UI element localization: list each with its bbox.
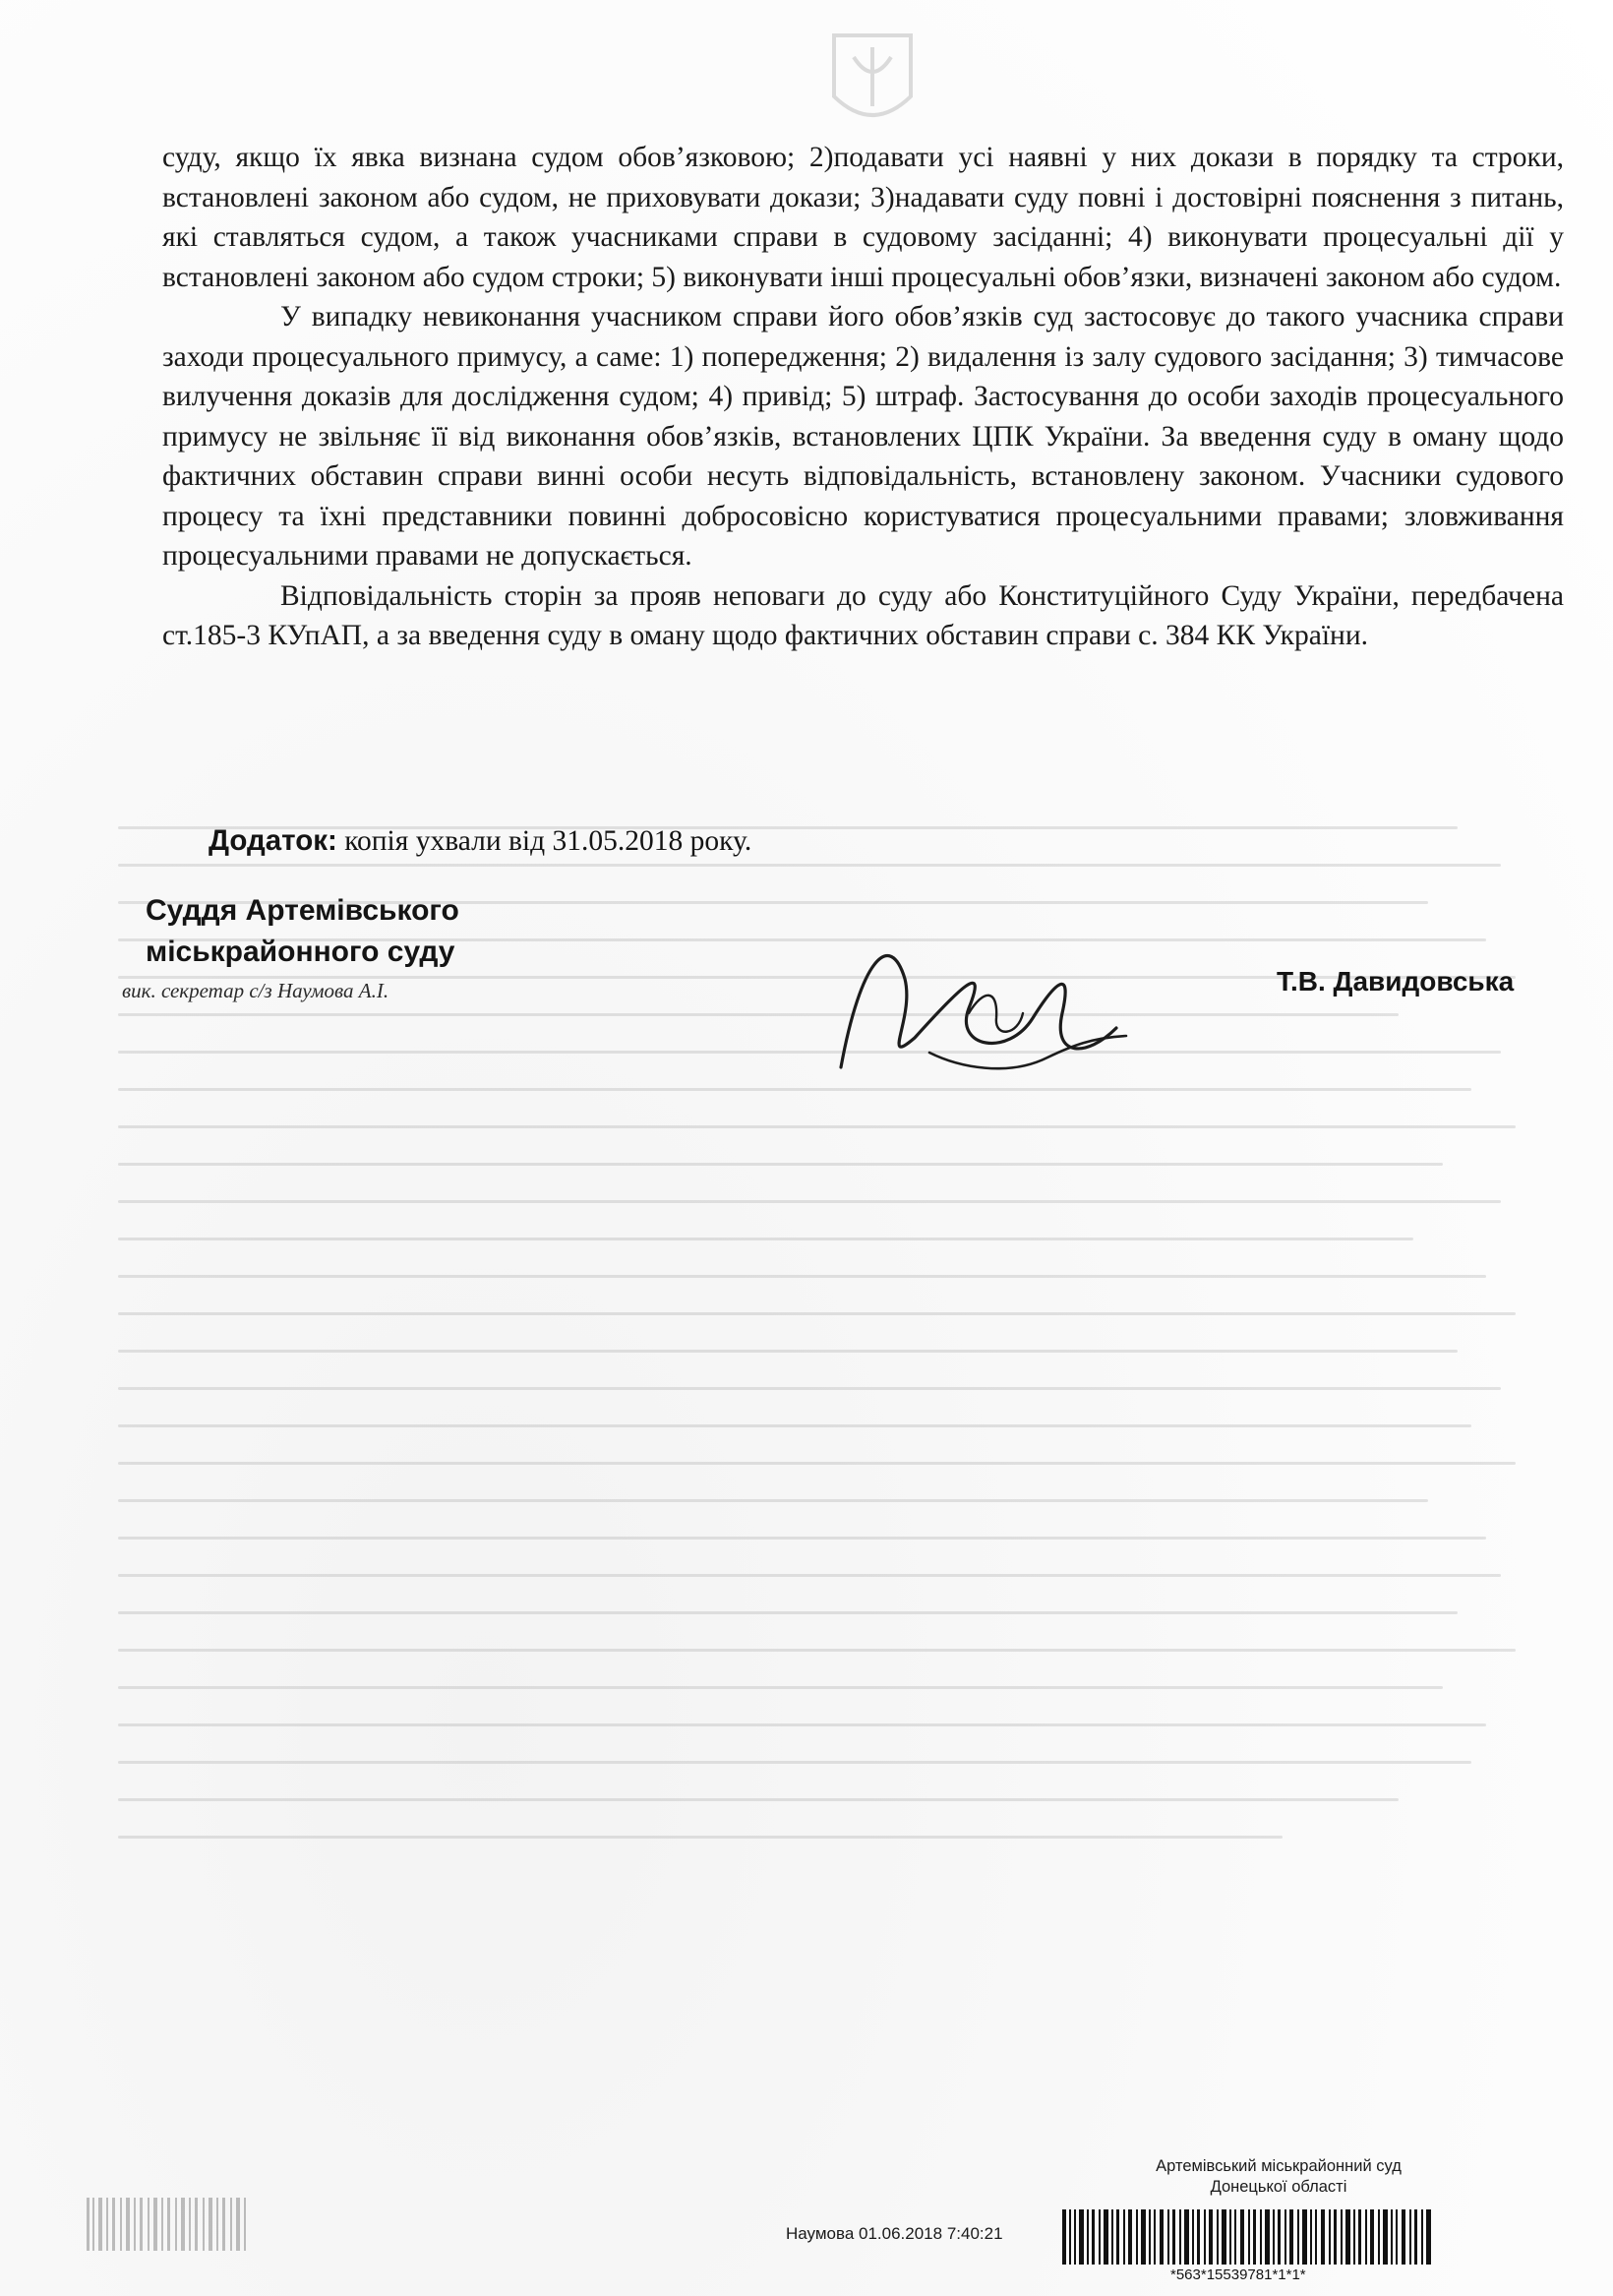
scan-info: Наумова 01.06.2018 7:40:21 <box>786 2224 1003 2243</box>
judge-title-line1: Суддя Артемівського <box>146 894 459 927</box>
appendix-label: Додаток: <box>209 824 337 857</box>
court-name: Артемівський міськрайонний суд <box>1156 2157 1402 2175</box>
appendix-line <box>209 824 751 858</box>
faint-barcode-bleed <box>87 2198 519 2251</box>
paragraph-liability: Відповідальність сторін за прояв неповаги до суду або Конституційного Суду України, передбачена ст.185-3 КУпАП, а за введення суду в оману щодо фактичних обставин справи с. 384 КК України. <box>162 579 1564 651</box>
secretary-note: вик. секретар с/з Наумова А.І. <box>122 979 389 1002</box>
appendix-text: копія ухвали від 31.05.2018 року. <box>336 825 752 857</box>
coat-of-arms-bleed-icon <box>814 28 930 136</box>
judge-title-line2: міськрайонного суду <box>146 936 455 968</box>
document-barcode <box>1062 2209 1436 2265</box>
court-region: Донецької області <box>1210 2178 1347 2196</box>
court-stamp <box>1102 2156 1456 2198</box>
barcode-number: *563*15539781*1*1* <box>1170 2266 1306 2283</box>
document-body <box>162 138 1564 656</box>
judge-name: Т.В. Давидовська <box>1277 966 1515 997</box>
paragraph-duties: суду, якщо їх явка визнана судом обов’язковою; 2)подавати усі наявні у них докази в порядку та строки, встановлені законом або судом, не приховувати докази; 3)надавати суду повні і достовірні пояснення з питань, які ставляться судом, а також учасниками справи в судовому засіданні; 4) виконувати процесуальні дії у встановлені законом або судом строки; 5) виконувати інші процесуальні обов’язки, визначені законом або судом. <box>162 142 1564 293</box>
handwritten-signature <box>821 920 1146 1107</box>
paragraph-enforcement: У випадку невиконання учасником справи його обов’язків суд застосовує до такого учасника справи заходи процесуального примусу, а саме: 1) попередження; 2) видалення із залу судового засідання; 3) тимчасове вилучення доказів для дослідження судом; 4) привід; 5) штраф. Застосування до особи заходів процесуального примусу не звільняє її від виконання обов’язків, встановлених ЦПК України. За введення суду в оману щодо фактичних обставин справи винні особи несуть відповідальність, встановлену законом. Учасники судового процесу та їхні представники повинні добросовісно користуватися процесуальними правами; зловживання процесуальними правами не допускається. <box>162 301 1564 572</box>
judge-title <box>146 890 459 973</box>
